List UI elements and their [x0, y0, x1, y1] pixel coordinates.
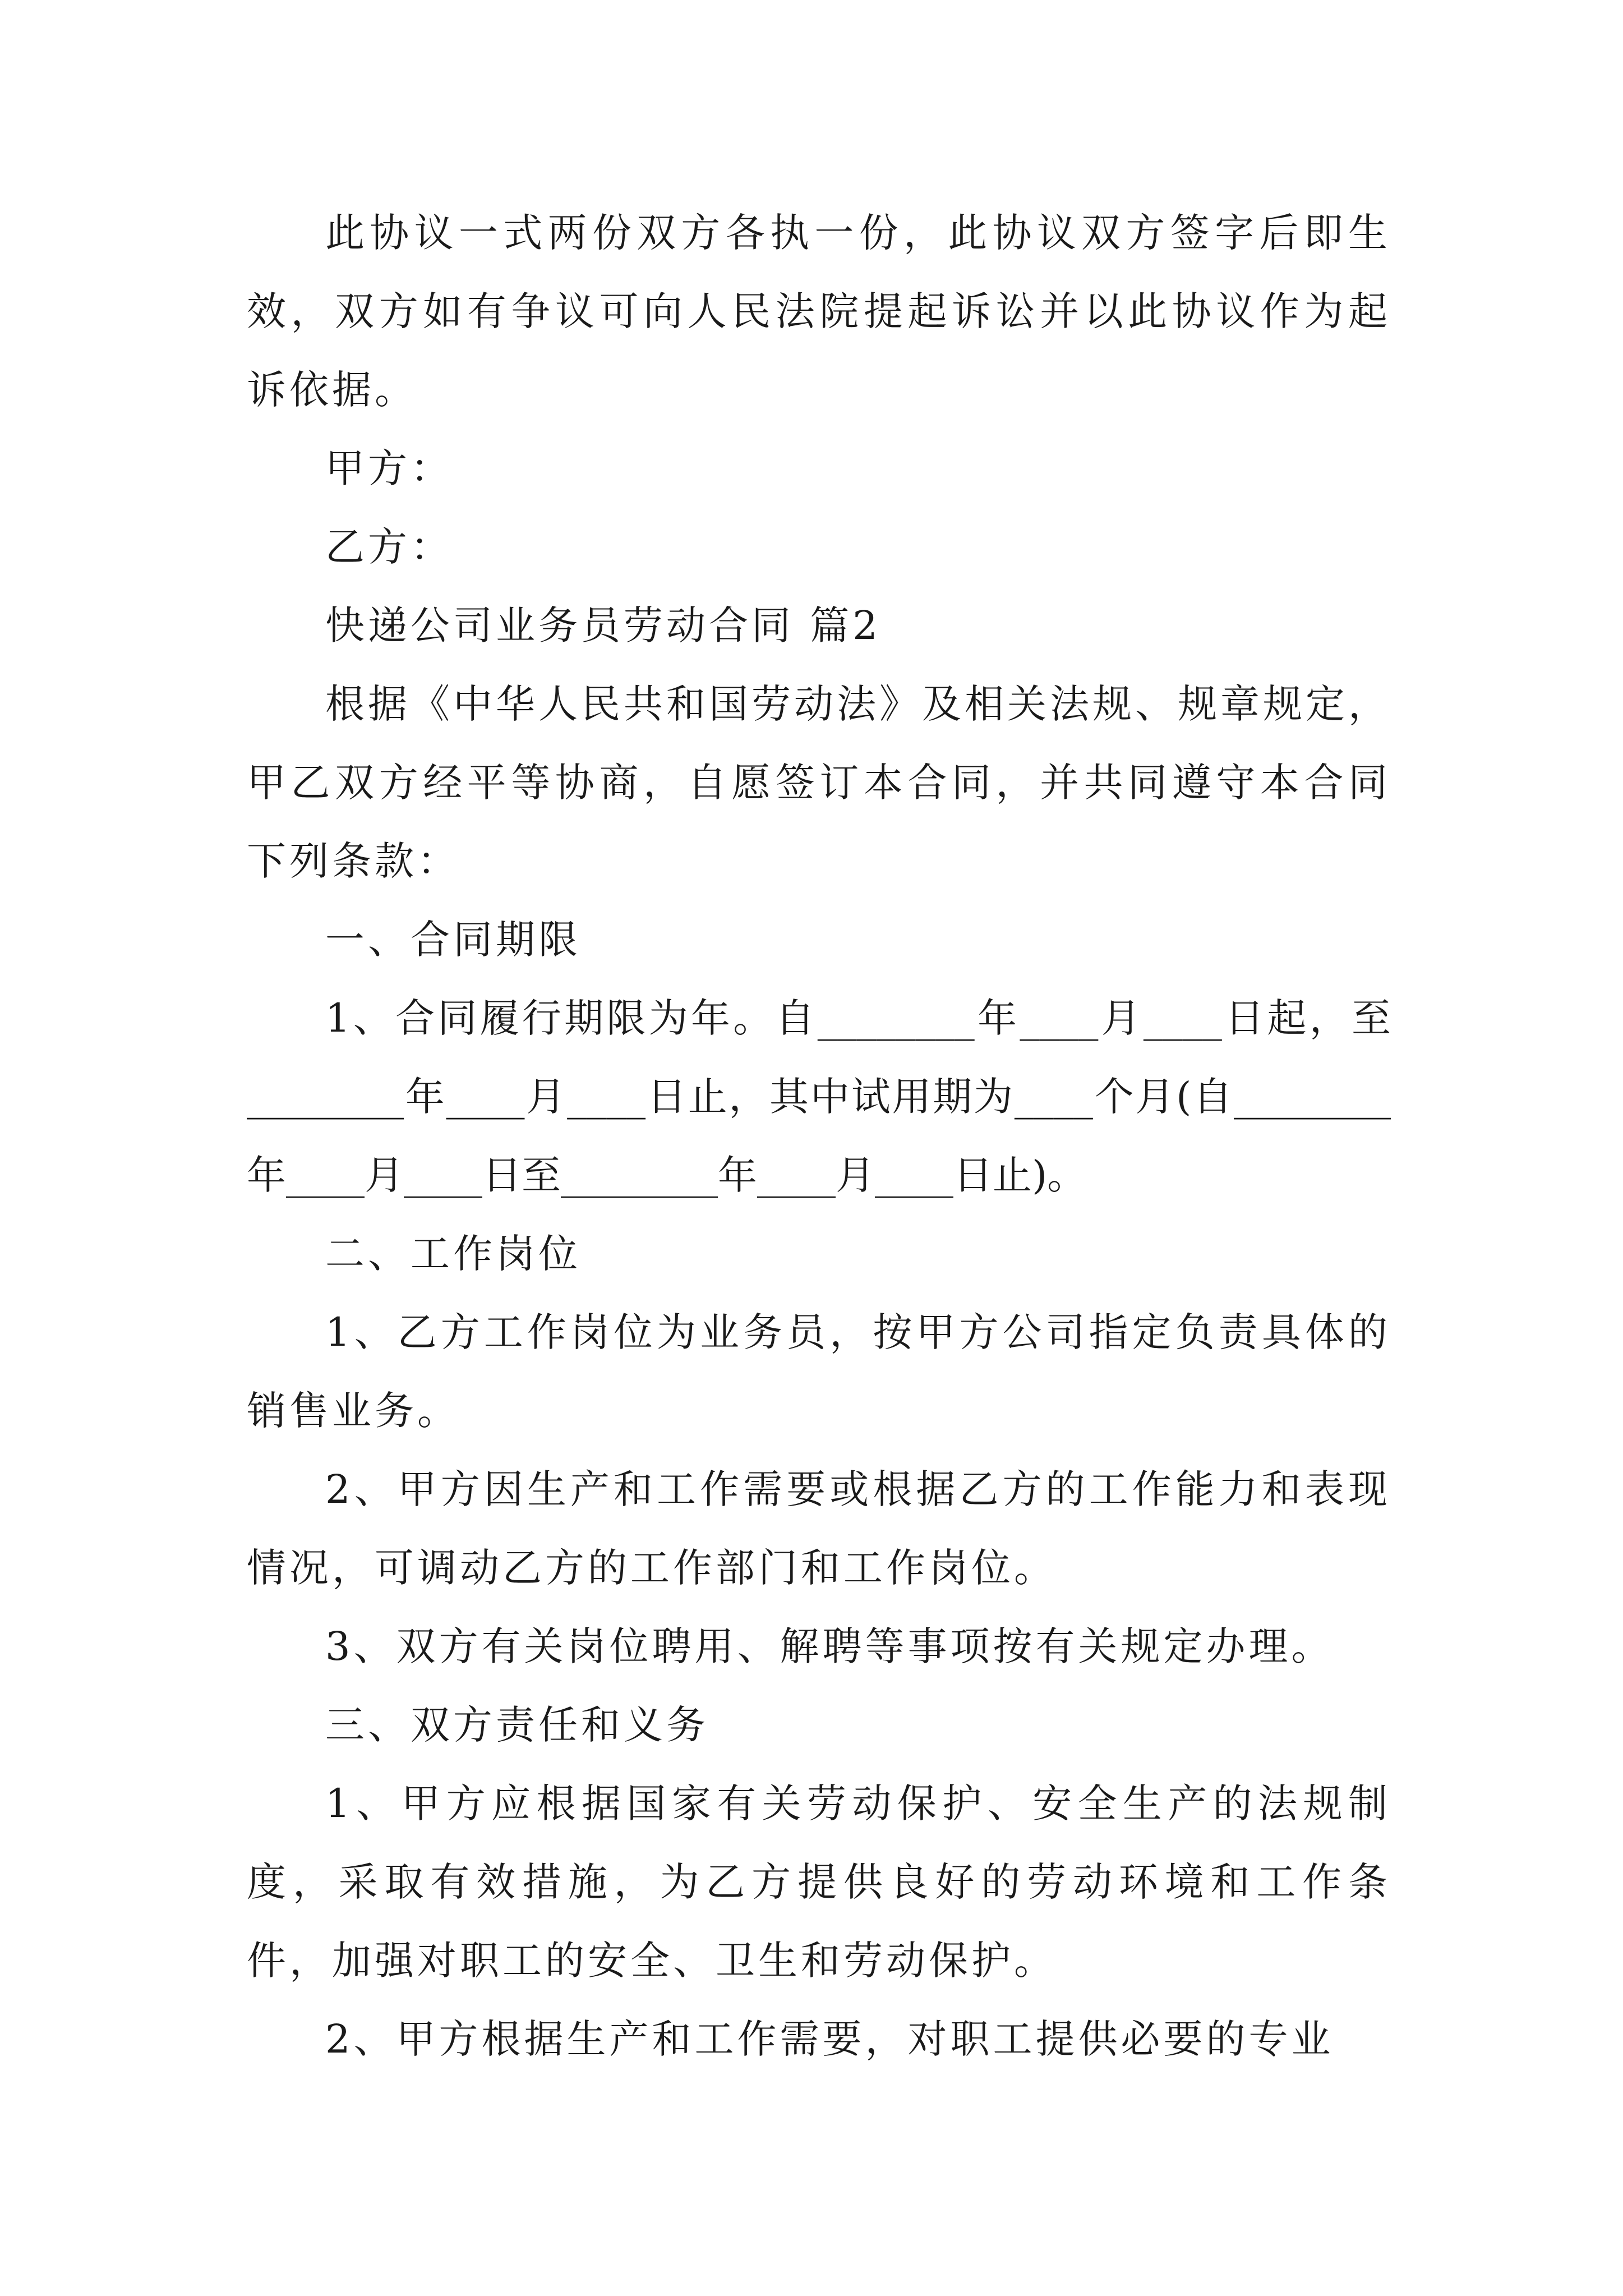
paragraph-position-2: 2、甲方因生产和工作需要或根据乙方的工作能力和表现情况，可调动乙方的工作部门和工作岗位。 — [247, 1466, 1391, 1591]
paragraph-party-a: 甲方： — [325, 445, 453, 491]
paragraph-responsibility-1: 1、甲方应根据国家有关劳动保护、安全生产的法规制度，采取有效措施，为乙方提供良好的劳动环境和工作条件，加强对职工的安全、卫生和劳动保护。 — [247, 1780, 1391, 1984]
paragraph-preamble: 根据《中华人民共和国劳动法》及相关法规、规章规定，甲乙双方经平等协商，自愿签订本合同，并共同遵守本合同下列条款： — [247, 681, 1391, 884]
heading-job-position: 二、工作岗位 — [325, 1231, 581, 1277]
document-body — [247, 194, 1391, 2078]
paragraph-agreement-copies: 此协议一式两份双方各执一份，此协议双方签字后即生效，双方如有争议可向人民法院提起诉讼并以此协议作为起诉依据。 — [247, 210, 1391, 413]
paragraph-position-1: 1、乙方工作岗位为业务员，按甲方公司指定负责具体的销售业务。 — [247, 1309, 1391, 1434]
paragraph-responsibility-2: 2、甲方根据生产和工作需要，对职工提供必要的专业 — [325, 2016, 1334, 2062]
heading-responsibilities: 三、双方责任和义务 — [325, 1702, 709, 1748]
heading-contract-term: 一、合同期限 — [325, 917, 581, 963]
paragraph-position-3: 3、双方有关岗位聘用、解聘等事项按有关规定办理。 — [325, 1623, 1334, 1669]
paragraph-party-b: 乙方： — [325, 524, 453, 570]
section-title: 快递公司业务员劳动合同 篇2 — [325, 602, 881, 648]
paragraph-term-dates: 1、合同履行期限为年。自________年____月____日起，至________年____月____日止，其中试用期为____个月(自________年____月____日至________年____月____日止)。 — [247, 995, 1391, 1198]
